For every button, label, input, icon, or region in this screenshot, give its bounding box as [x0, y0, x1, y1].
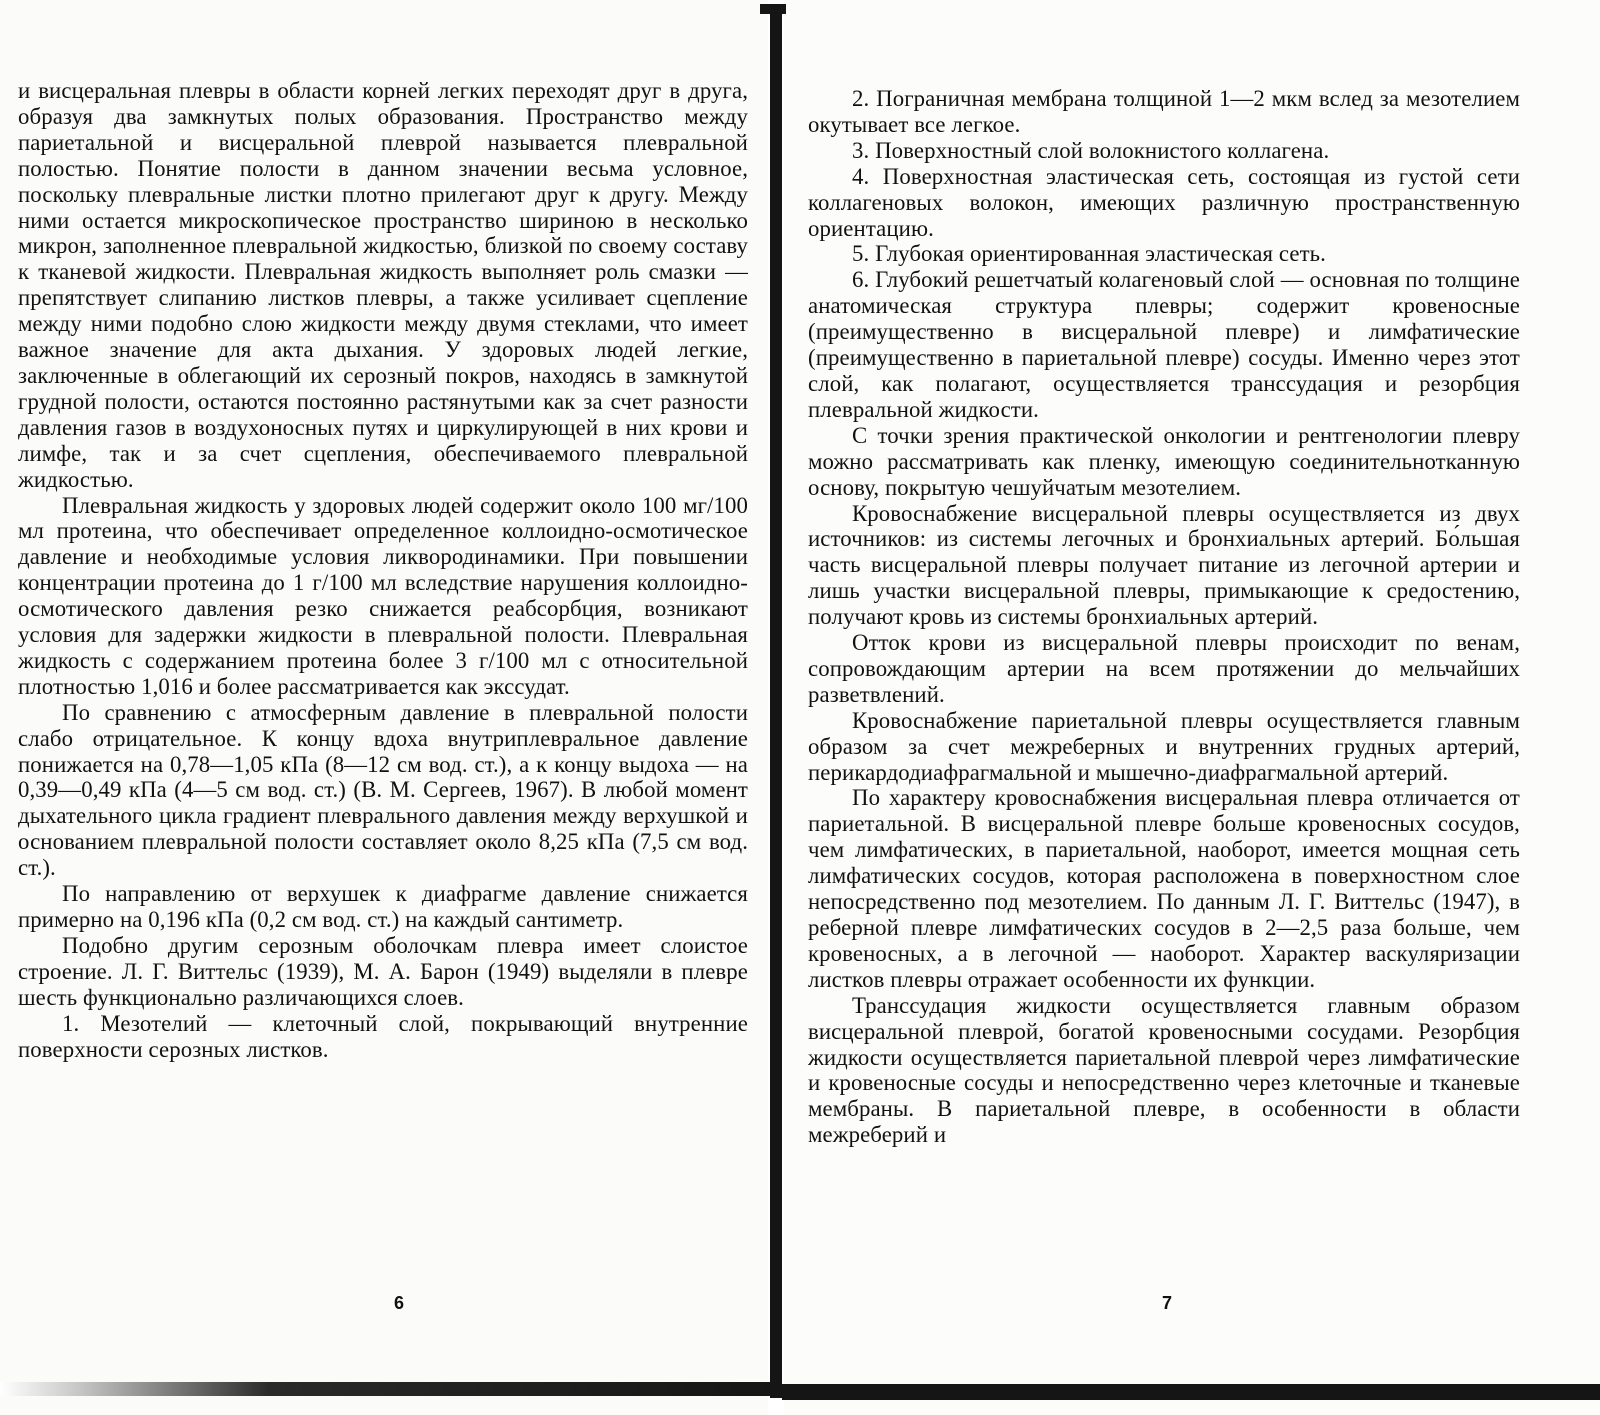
paragraph: По сравнению с атмосферным давление в плевральной полости слабо отрицательное. К концу вдоха внутриплевральное давление понижается на 0,78—1,05 кПа (8—12 см вод. ст.), а к концу выдоха — на 0,39—0,49 кПа (4—5 см вод. ст.) (В. М. Сергеев, 1967). В любой момент дыхательного цикла градиент плеврального давления между верхушкой и основанием плевральной полости составляет около 8,25 кПа (7,5 см вод. ст.). — [18, 699, 748, 881]
right-page-text — [808, 86, 1520, 1148]
paragraph: Отток крови из висцеральной плевры происходит по венам, сопровождающим артерии на всем протяжении до мельчайших разветвлений. — [808, 630, 1520, 707]
paragraph: 1. Мезотелий — клеточный слой, покрывающий внутренние поверхности серозных листков. — [18, 1010, 748, 1062]
paragraph: Кровоснабжение висцеральной плевры осуществляется из двух источников: из системы легочных и бронхиальных артерий. Бо́льшая часть висцеральной плевры получает питание из легочной артерии и лишь участки висцеральной плевры, примыкающие к средостению, получают кровь из системы бронхиальных артерий. — [808, 500, 1520, 630]
paragraph: Кровоснабжение париетальной плевры осуществляется главным образом за счет межреберных и внутренних грудных артерий, перикардодиафрагмальной и мышечно-диафрагмальной артерий. — [808, 707, 1520, 785]
paragraph: и висцеральная плевры в области корней легких переходят друг в друга, образуя два замкнутых полых образования. Пространство между париетальной и висцеральной плеврой называется плевральной полостью. Понятие полости в данном значении весьма условное, поскольку плевральные листки плотно прилегают друг к другу. Между ними остается микроскопическое пространство шириною в несколько микрон, заполненное плевральной жидкостью, близкой по своему составу к тканевой жидкости. Плевральная жидкость выполняет роль смазки — препятствует слипанию листков плевры, а также усиливает сцепление между ними подобно слою жидкости между двумя стеклами, что имеет важное значение для акта дыхания. У здоровых людей легкие, заключенные в облегающий их серозный покров, находясь в замкнутой грудной полости, остаются постоянно растянутыми как за счет разности давления газов в воздухоносных путях и циркулирующей в них крови и лимфе, так и за счет сцепления, обеспечиваемого плевральной жидкостью. — [18, 78, 748, 492]
paragraph: 4. Поверхностная эластическая сеть, состоящая из густой сети коллагеновых волокон, имеющих различную пространственную ориентацию. — [808, 163, 1520, 241]
paragraph: Транссудация жидкости осуществляется главным образом висцеральной плеврой, богатой кровеносными сосудами. Резорбция жидкости осуществляется париетальной плеврой через лимфатические и кровеносные сосуды и непосредственно через клеточные и тканевые мембраны. В париетальной плевре, в особенности в области межреберий и — [808, 992, 1520, 1148]
paragraph: По направлению от верхушек к диафрагме давление снижается примерно на 0,196 кПа (0,2 см вод. ст.) на каждый сантиметр. — [18, 881, 748, 932]
left-page-text — [18, 78, 748, 1062]
paragraph: 3. Поверхностный слой волокнистого коллагена. — [852, 137, 1330, 163]
paragraph: С точки зрения практической онкологии и рентгенологии плевру можно рассматривать как пленку, имеющую соединительнотканную основу, покрытую чешуйчатым мезотелием. — [808, 422, 1520, 500]
paragraph: По характеру кровоснабжения висцеральная плевра отличается от париетальной. В висцеральной плевре больше кровеносных сосудов, чем лимфатических, в париетальной, наоборот, имеется мощная сеть лимфатических сосудов, которая расположена в поверхностном слое непосредственно под мезотелием. По данным Л. Г. Виттельс (1947), в реберной плевре лимфатических сосудов в 2—2,5 раза больше, чем кровеносных, а в легочной — наоборот. Характер васкуляризации листков плевры отражает особенности их функции. — [808, 785, 1520, 992]
bottom-scan-edge-left — [0, 1382, 770, 1396]
paragraph: 5. Глубокая ориентированная эластическая сеть. — [852, 241, 1326, 267]
paragraph: Плевральная жидкость у здоровых людей содержит около 100 мг/100 мл протеина, что обеспечивает определенное коллоидно-осмотическое давление и необходимые условия ликвородинамики. При повышении концентрации протеина до 1 г/100 мл вследствие нарушения коллоидно-осмотического давления резко снижается реабсорбция, возникают условия для задержки жидкости в плевральной полости. Плевральная жидкость с содержанием протеина более 3 г/100 мл с относительной плотностью 1,016 и более рассматривается как экссудат. — [18, 492, 748, 699]
binding-gutter — [770, 8, 782, 1398]
paragraph: 2. Пограничная мембрана толщиной 1—2 мкм вслед за мезотелием окутывает все легкое. — [808, 86, 1520, 137]
paragraph: 6. Глубокий решетчатый колагеновый слой — основная по толщине анатомическая структура плевры; содержит кровеносные (преимущественно в висцеральной плевре) и лимфатические (преимущественно в париетальной плевре) сосуды. Именно через этот слой, как полагают, осуществляется транссудация и резорбция плевральной жидкости. — [808, 267, 1520, 422]
page-number: 7 — [1162, 1293, 1173, 1313]
page-number: 6 — [394, 1293, 405, 1313]
left-page — [0, 0, 768, 1415]
paragraph: Подобно другим серозным оболочкам плевра имеет слоистое строение. Л. Г. Виттельс (1939), М. А. Барон (1949) выделяли в плевре шесть функционально различающихся слоев. — [18, 932, 748, 1010]
bottom-scan-edge-right — [782, 1384, 1600, 1400]
